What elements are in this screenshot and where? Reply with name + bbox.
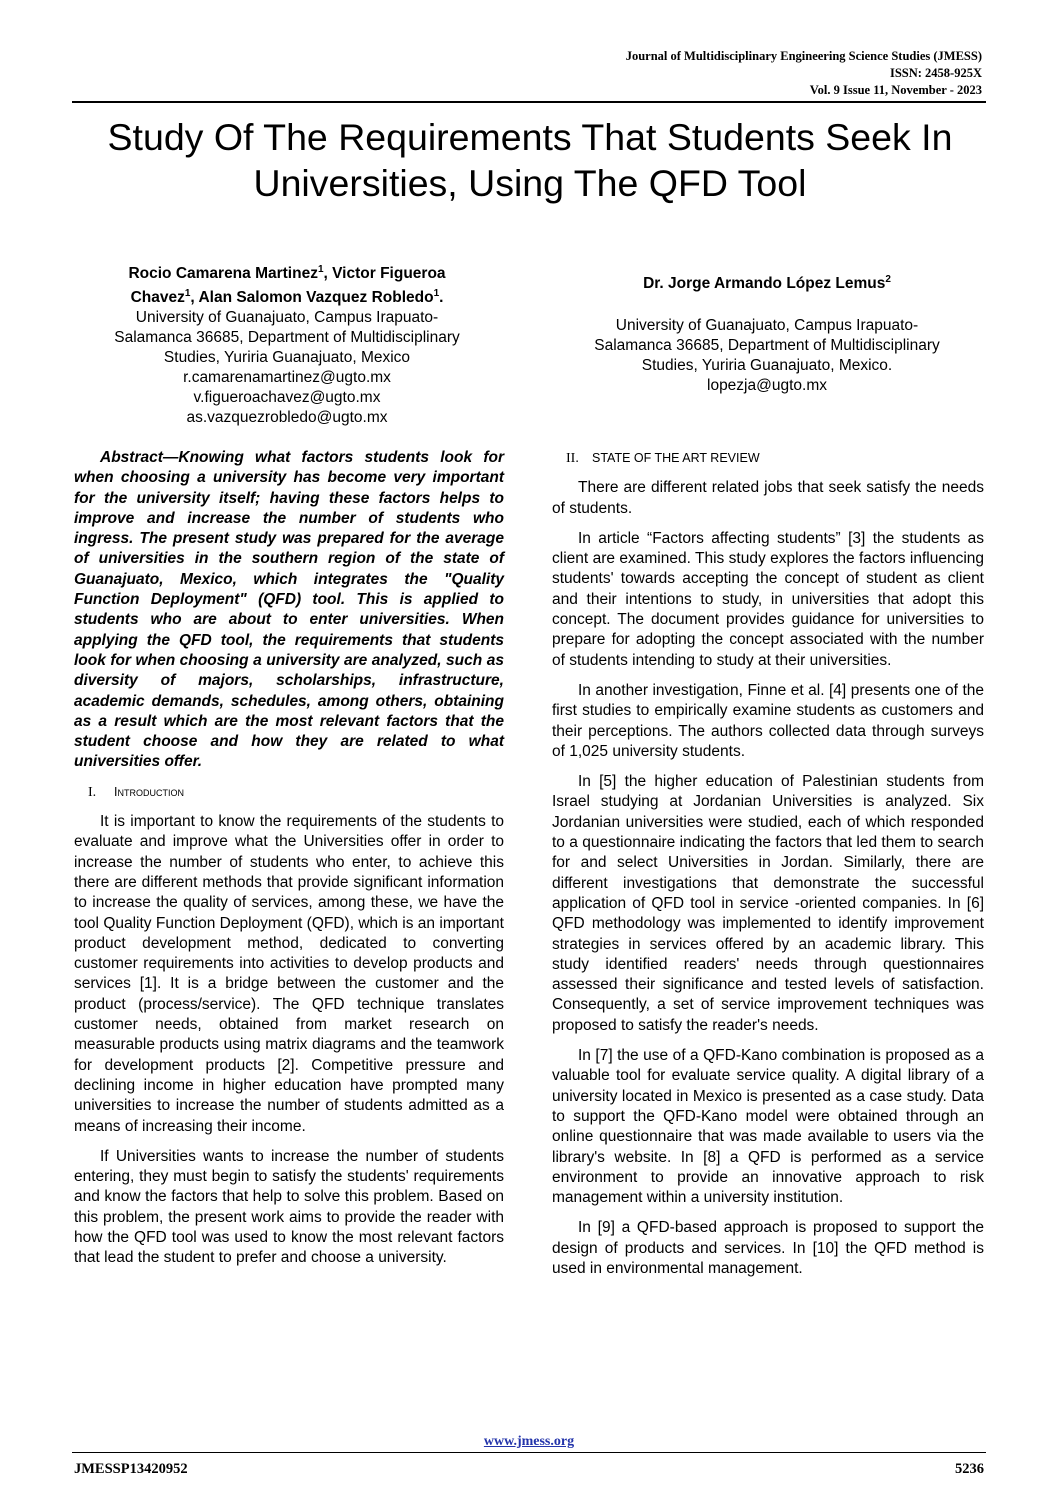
- footer-rule: [72, 1452, 986, 1453]
- journal-header: [626, 48, 982, 99]
- affiliation-marker: 2: [885, 274, 891, 285]
- author-name: , Victor Figueroa: [323, 265, 446, 283]
- author-block-left: [72, 260, 502, 428]
- body-paragraph: In another investigation, Finne et al. [4] presents one of the first studies to empirically examine students as customers and their perceptions. The authors collected data through surveys of 1,025 university students.: [552, 681, 984, 760]
- right-column: [552, 448, 984, 1289]
- author-name: , Alan Salomon Vazquez Robledo: [190, 289, 434, 307]
- affiliation-marker: 1: [184, 288, 191, 300]
- author-block-right: [548, 270, 986, 396]
- footer-page-number: 5236: [955, 1461, 984, 1477]
- author-email: v.figueroachavez@ugto.mx: [193, 389, 381, 407]
- body-paragraph: In [7] the use of a QFD-Kano combination is proposed as a valuable tool for evaluate service quality. A digital library of a university located in Mexico is presented as a case study. Data to support the QFD-Kano model were obtained through an online questionnaire that was made available to users via the library's website. In [8] a QFD is performed as a service environment to provide an innovative approach to risk management within a university institution.: [552, 1047, 984, 1207]
- section-heading-state-of-the-art: [552, 448, 984, 469]
- author-names: [548, 270, 986, 294]
- affiliation-line: Studies, Yuriria Guanajuato, Mexico.: [641, 357, 893, 375]
- section-title: Introduction: [114, 784, 184, 799]
- paper-title: Study Of The Requirements That Students Seek In Universities, Using The QFD Tool: [107, 116, 953, 204]
- left-column: [74, 448, 504, 1279]
- body-paragraph: In [5] the higher education of Palestinian students from Israel studying at Jordanian Universities is analyzed. Six Jordanian universities were studied, each of which responded to a questionnaire indicating the factors that led them to search for and select Universities in Jordan. Similarly, there are different investigations that demonstrate the successful application of QFD tool in service -oriented companies. In [6] QFD methodology was implemented to identify improvement strategies in services offered by an academic library. This study identified readers' needs through questionnaires assessed their significance and tested levels of satisfaction. Consequently, a set of service improvement techniques was proposed to satisfy the reader's needs.: [552, 773, 984, 1034]
- section-title: STATE OF THE ART REVIEW: [592, 451, 760, 465]
- body-paragraph: It is important to know the requirements of the students to evaluate and improve what the Universities offer in order to increase the number of students who enter, to achieve this there are different methods that provide significant information to increase the quality of services, among these, we have the tool Quality Function Deployment (QFD), which is an important product development method, dedicated to converting customer requirements into activities to develop products and services [1]. It is a bridge between the customer and the product (process/service). The QFD technique translates customer needs, obtained from market research on measurable products using matrix diagrams and the teamwork for development products [2]. Competitive pressure and declining income in higher education have prompted many universities to increase the number of students admitted as a means of increasing their income.: [74, 813, 504, 1135]
- affiliation-line: Salamanca 36685, Department of Multidisciplinary: [594, 337, 940, 355]
- affiliation-marker: 1: [317, 264, 324, 275]
- affiliation-marker: 1: [433, 288, 440, 300]
- journal-issn: ISSN: 2458-925X: [889, 66, 982, 80]
- affiliation-line: University of Guanajuato, Campus Irapuato-: [135, 309, 439, 327]
- section-number: II.: [566, 451, 579, 466]
- journal-name: Journal of Multidisciplinary Engineering Science Studies (JMESS): [625, 49, 982, 63]
- affiliation-line: Studies, Yuriria Guanajuato, Mexico: [163, 349, 411, 367]
- author-name: Rocio Camarena Martinez: [128, 265, 318, 283]
- body-paragraph: If Universities wants to increase the number of students entering, they must begin to satisfy the students' requirements and know the factors that help to solve this problem. Based on this problem, the present work aims to provide the reader with how the QFD tool was used to know the most relevant factors that lead the student to prefer and choose a university.: [74, 1147, 504, 1267]
- author-name: Dr. Jorge Armando López Lemus: [643, 275, 886, 293]
- journal-volume: Vol. 9 Issue 11, November - 2023: [809, 83, 982, 97]
- author-name: .: [439, 289, 444, 307]
- author-names: [72, 260, 502, 308]
- affiliation-line: University of Guanajuato, Campus Irapuato-: [615, 317, 919, 335]
- body-paragraph: In [9] a QFD-based approach is proposed to support the design of products and services. In [10] the QFD method is used in environmental management.: [552, 1219, 984, 1277]
- author-email: r.camarenamartinez@ugto.mx: [183, 369, 391, 387]
- footer-website-link[interactable]: www.jmess.org: [483, 1434, 575, 1449]
- header-rule: [72, 101, 986, 103]
- abstract: Abstract—Knowing what factors students look for when choosing a university has become very important for the university itself; having these factors helps to improve and increase the number of students who ingress. The present study was prepared for the average of universities in the southern region of the state of Guanajuato, Mexico, which integrates the "Quality Function Deployment" (QFD) tool. This is applied to students who are about to enter universities. When applying the QFD tool, the requirements that students look for when choosing a university are analyzed, such as diversity of majors, scholarships, infrastructure, academic demands, schedules, among others, obtaining as a result which are the most relevant factors that the student choose and how they are related to what universities offer.: [74, 449, 504, 771]
- body-paragraph: In article “Factors affecting students” [3] the students as client are examined. This study explores the factors influencing students' towards accepting the concept of student as client and their intentions to study, in universities that adopt this concept. The document provides guidance for universities to prepare for adopting the concept associated with the number of students intending to study at their universities.: [552, 529, 984, 669]
- author-name: Chavez: [130, 289, 185, 307]
- body-paragraph: There are different related jobs that seek satisfy the needs of students.: [552, 479, 984, 517]
- section-heading-introduction: [74, 782, 504, 803]
- footer-paper-id: JMESSP13420952: [74, 1461, 188, 1477]
- author-email: lopezja@ugto.mx: [707, 377, 827, 395]
- author-email: as.vazquezrobledo@ugto.mx: [186, 409, 388, 427]
- affiliation-line: Salamanca 36685, Department of Multidisciplinary: [114, 329, 460, 347]
- section-number: I.: [88, 784, 97, 800]
